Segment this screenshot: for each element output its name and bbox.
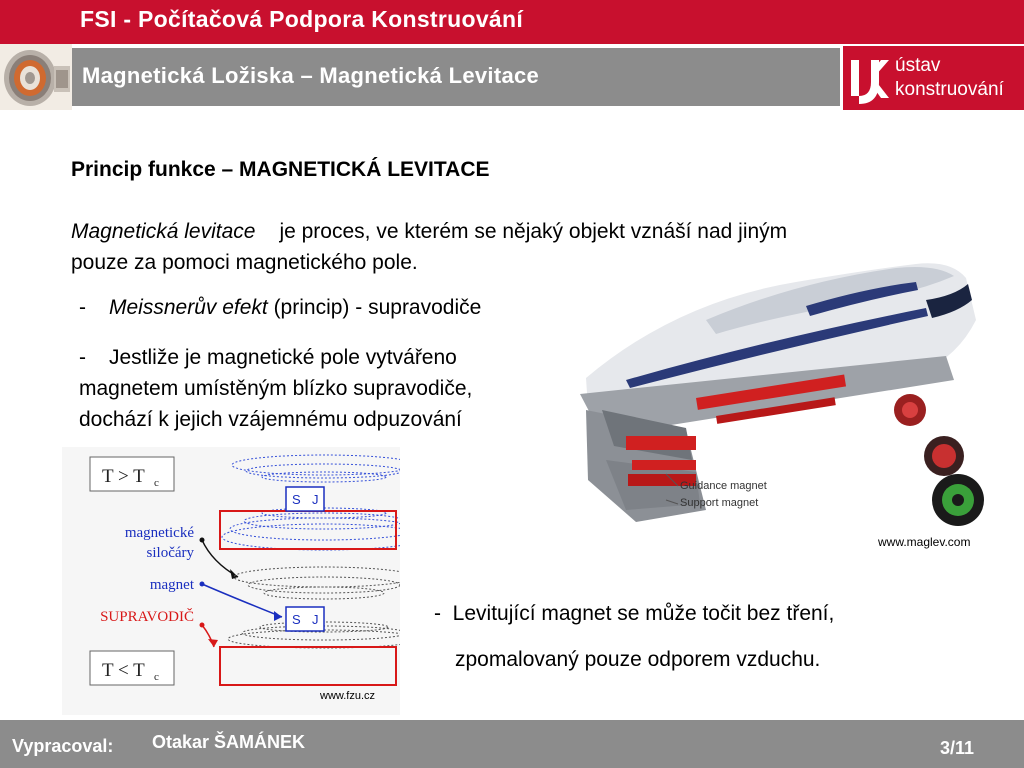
intro-term: Magnetická levitace <box>71 220 256 243</box>
bullet-friction-line1: Levitující magnet se může točit bez tření, <box>452 602 835 625</box>
intro-rest: je proces, ve kterém se nějaký objekt vznáší nad jiným <box>279 220 788 243</box>
pole-j-bottom: J <box>312 612 319 627</box>
intro-line2: pouze za pomoci magnetického pole. <box>71 251 418 274</box>
state-label-below-tc-sub: c <box>154 671 159 683</box>
bullet-repulsion-line2: magnetem umístěným blízko supravodiče, <box>79 377 473 400</box>
maglev-train-illustration <box>566 260 986 530</box>
train-image-credit: www.maglev.com <box>878 535 971 549</box>
institute-logo-line2: konstruování <box>895 79 1004 100</box>
header-subtitle-bar <box>72 48 840 106</box>
header-title: FSI - Počítačová Podpora Konstruování <box>80 6 524 32</box>
footer-bar <box>0 720 1024 768</box>
meissner-diagram-svg <box>62 447 400 715</box>
bullet-meissner <box>79 296 481 320</box>
pole-j-top: J <box>312 492 319 507</box>
header-subtitle: Magnetická Ložiska – Magnetická Levitace <box>82 63 540 88</box>
pole-s-bottom: S <box>292 612 301 627</box>
author-label: Vypracoval: <box>12 736 114 756</box>
institute-logo <box>843 46 1024 110</box>
label-field-lines-2: siločáry <box>146 545 194 561</box>
support-magnet-label: Support magnet <box>680 497 759 509</box>
label-magnet: magnet <box>149 577 194 593</box>
meissner-diagram <box>62 447 400 715</box>
bearing-logo <box>0 44 72 110</box>
bullet-repulsion <box>79 342 579 435</box>
state-label-above-tc-sub: c <box>154 477 159 489</box>
bullet-friction-line2: zpomalovaný pouze odporem vzduchu. <box>455 648 821 671</box>
bullet-repulsion-line3: dochází k jejich vzájemnému odpuzování <box>79 408 462 431</box>
institute-logo-line1: ústav <box>895 55 941 76</box>
bullet-repulsion-line1: Jestliže je magnetické pole vytvářeno <box>109 346 457 369</box>
bullet-dash: - <box>434 602 441 625</box>
bearing-icon <box>0 44 72 110</box>
bullet-friction <box>434 602 834 626</box>
section-heading: Princip funkce – MAGNETICKÁ LEVITACE <box>71 158 490 181</box>
label-field-lines-1: magnetické <box>124 525 194 541</box>
bullet-meissner-term: Meissnerův efekt <box>109 296 268 319</box>
state-label-above-tc: T > T <box>102 466 145 487</box>
maglev-train-image <box>566 260 986 530</box>
pole-s-top: S <box>292 492 301 507</box>
state-label-below-tc: T < T <box>102 660 145 681</box>
author-name: Otakar ŠAMÁNEK <box>152 732 306 752</box>
bullet-dash: - <box>79 346 86 369</box>
diagram-credit: www.fzu.cz <box>320 690 376 702</box>
guidance-magnet-label: Guidance magnet <box>680 480 767 492</box>
header-title-bar <box>0 0 1024 44</box>
label-superconductor: SUPRAVODIČ <box>100 609 194 625</box>
bullet-meissner-rest: (princip) - supravodiče <box>267 296 482 319</box>
page-number: 3/11 <box>940 738 975 758</box>
bullet-dash: - <box>79 296 86 319</box>
institute-logo-mark <box>845 46 893 110</box>
